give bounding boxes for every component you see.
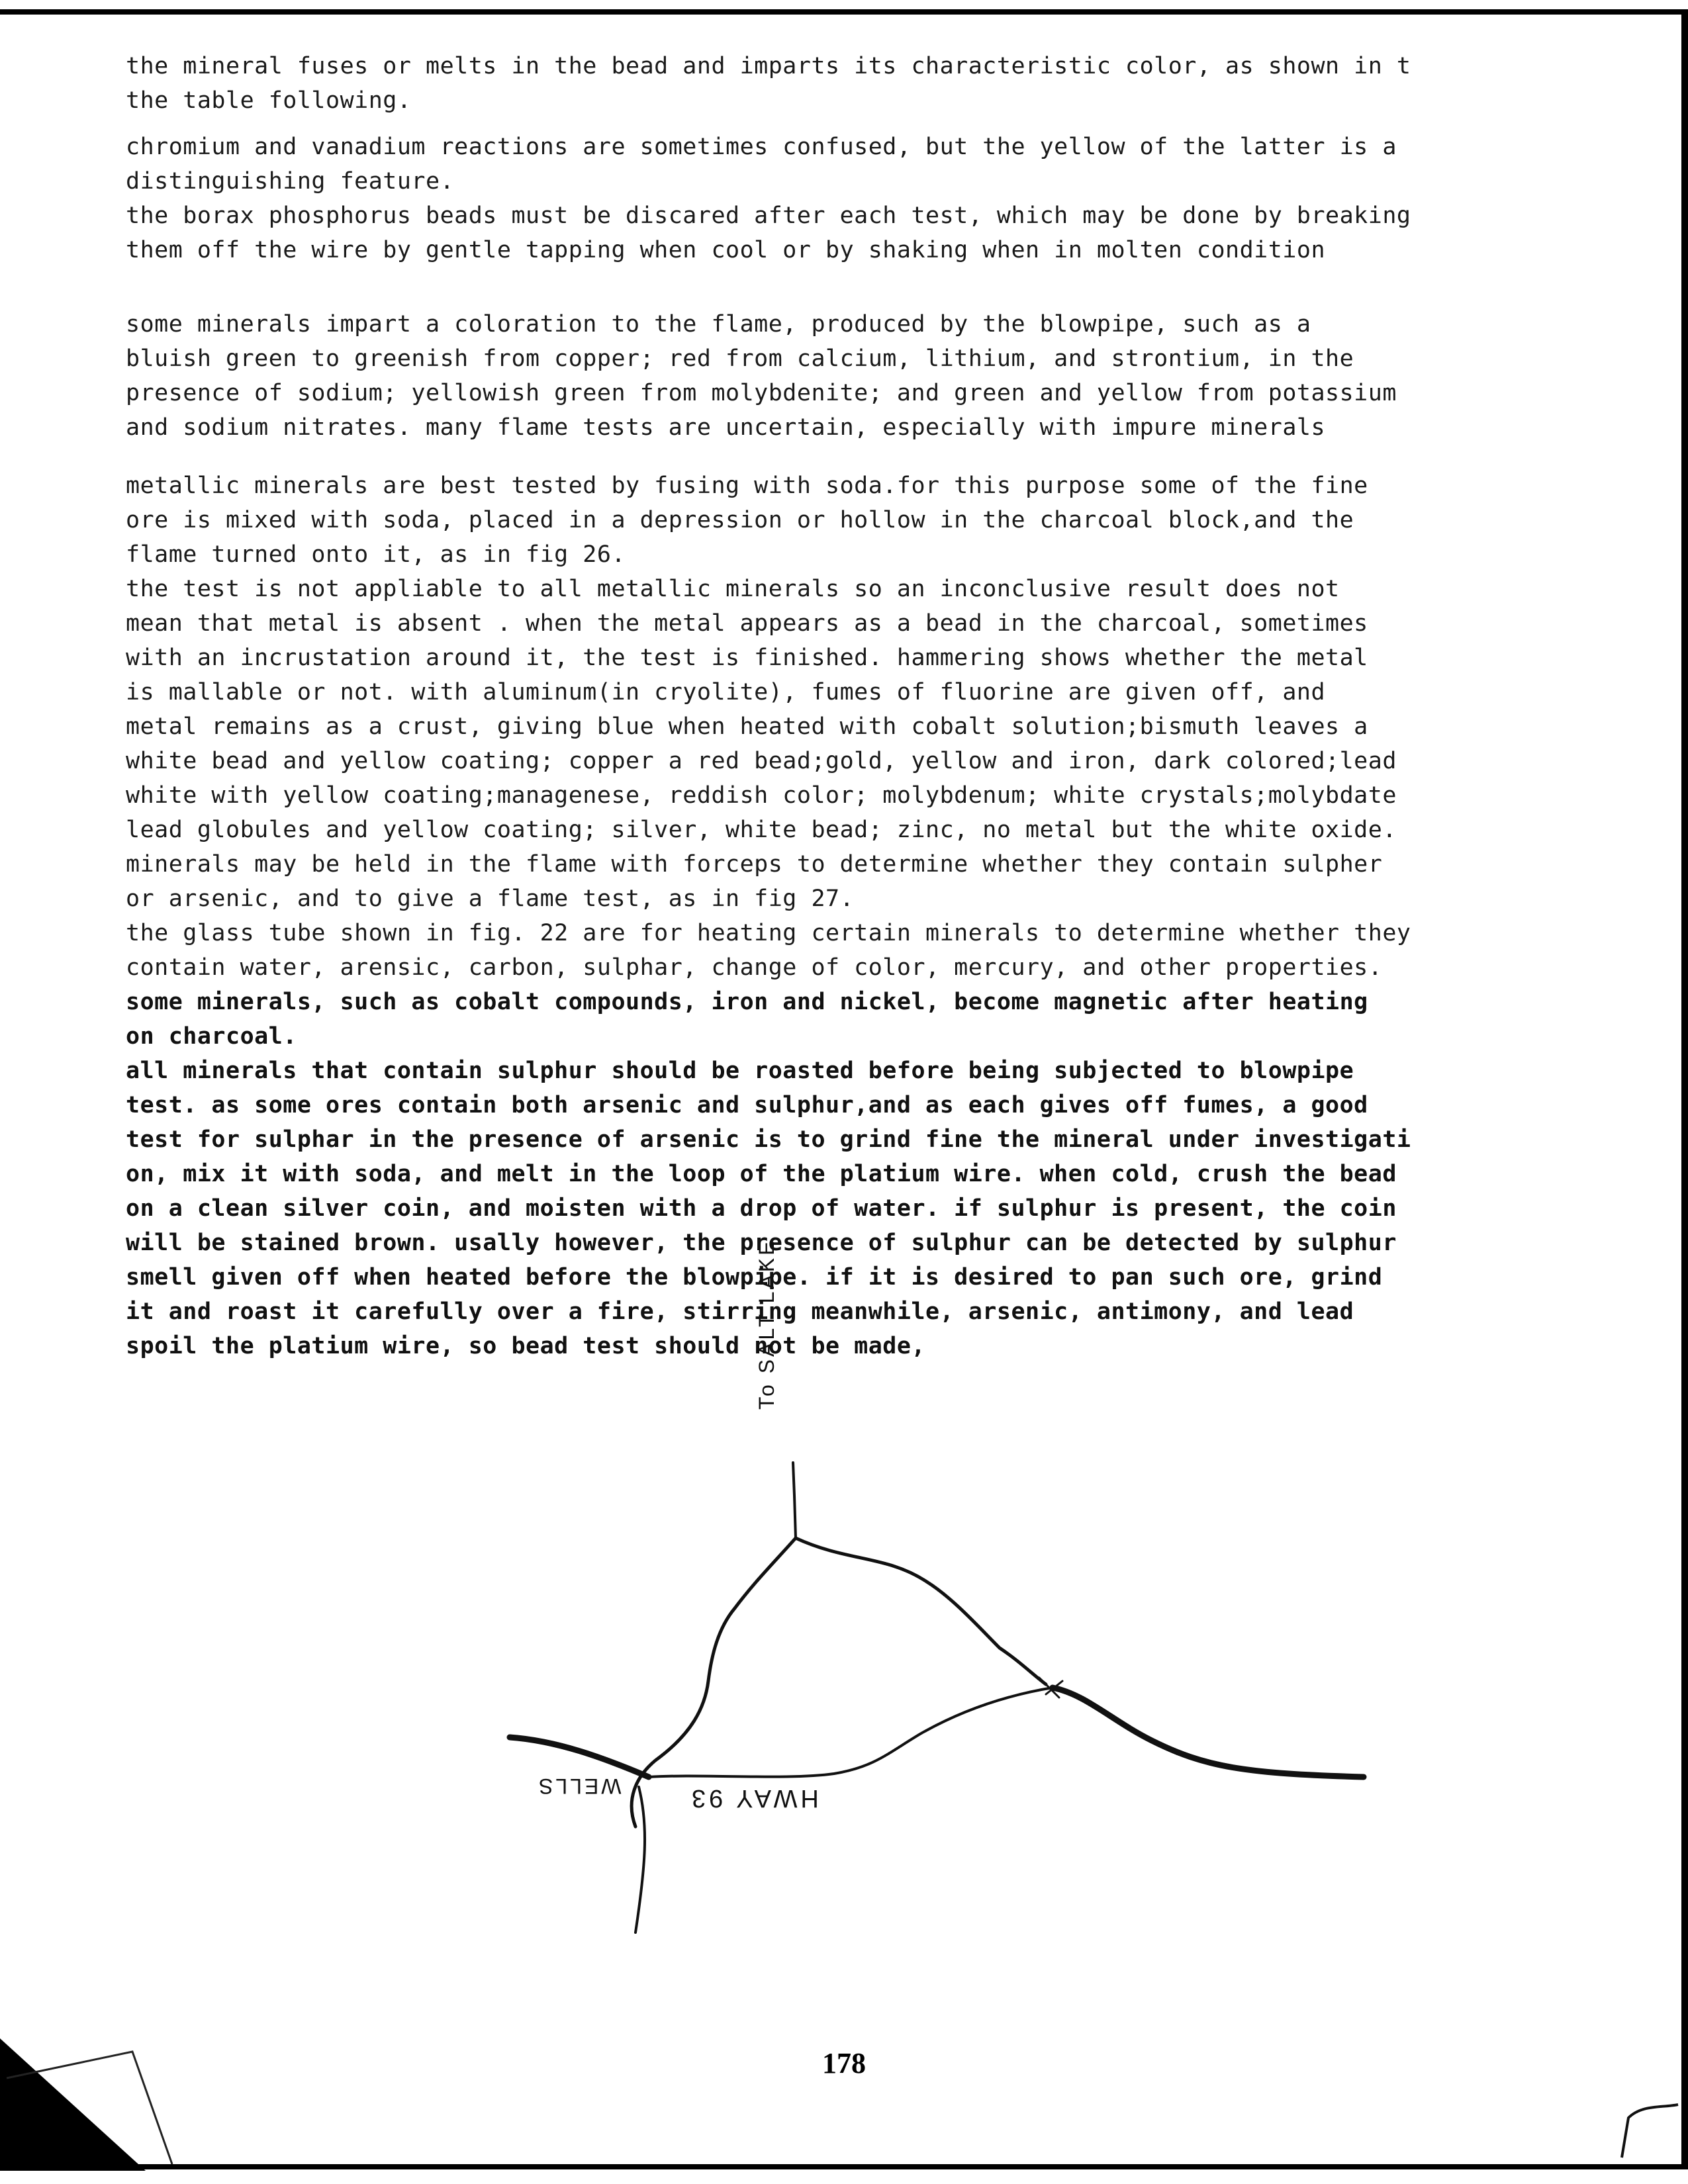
text-line: is mallable or not. with aluminum(in cryolite), fumes of fluorine are given off, and	[126, 679, 1326, 705]
paragraph-bead-color	[126, 49, 1622, 118]
text-line: bluish green to greenish from copper; red from calcium, lithium, and strontium, in the	[126, 345, 1354, 372]
text-line: metallic minerals are best tested by fusing with soda.for this purpose some of the fine	[126, 473, 1368, 499]
text-line: ore is mixed with soda, placed in a depression or hollow in the charcoal block,and the	[126, 507, 1354, 533]
text-line: the test is not appliable to all metallic minerals so an inconclusive result does not	[126, 576, 1340, 602]
text-line: some minerals, such as cobalt compounds, iron and nickel, become magnetic after heating	[126, 989, 1368, 1015]
text-line: flame turned onto it, as in fig 26.	[126, 541, 626, 568]
text-line: on charcoal.	[126, 1023, 297, 1050]
text-line: chromium and vanadium reactions are sometimes confused, but the yellow of the latter is a	[126, 134, 1397, 160]
text-line: it and roast it carefully over a fire, stirring meanwhile, arsenic, antimony, and lead	[126, 1298, 1354, 1325]
text-line: spoil the platium wire, so bead test should not be made,	[126, 1333, 926, 1359]
page-right-border	[1681, 9, 1688, 2169]
text-line: white with yellow coating;managenese, reddish color; molybdenum; white crystals;molybdate	[126, 782, 1397, 809]
corner-mark-bottom-right	[1615, 2091, 1681, 2164]
text-line: on, mix it with soda, and melt in the loop of the platium wire. when cold, crush the bead	[126, 1161, 1397, 1187]
text-line: test for sulphar in the presence of arsenic is to grind fine the mineral under investigati	[126, 1126, 1411, 1153]
text-line: distinguishing feature.	[126, 168, 455, 195]
map-drawing	[490, 1363, 1417, 1959]
text-line: the mineral fuses or melts in the bead and imparts its characteristic color, as shown in t	[126, 53, 1411, 79]
map-road-south	[635, 1787, 645, 1933]
text-line: white bead and yellow coating; copper a red bead;gold, yellow and iron, dark colored;lead	[126, 748, 1397, 774]
text-line: them off the wire by gentle tapping when cool or by shaking when in molten condition	[126, 237, 1326, 263]
text-line: contain water, arensic, carbon, sulphar, change of color, mercury, and other properties.	[126, 954, 1383, 981]
text-line: metal remains as a crust, giving blue when heated with cobalt solution;bismuth leaves a	[126, 713, 1368, 740]
map-label-west: WELLS	[536, 1774, 622, 1798]
text-line: on a clean silver coin, and moisten with a drop of water. if sulphur is present, the coin	[126, 1195, 1397, 1222]
map-highway-east	[1053, 1688, 1364, 1777]
map-road-top-right	[796, 1538, 1046, 1684]
text-line: test. as some ores contain both arsenic and sulphur,and as each gives off fumes, a good	[126, 1092, 1368, 1118]
map-highway-west	[510, 1737, 649, 1777]
paragraph-metallic-minerals	[126, 469, 1622, 985]
map-road-north	[793, 1463, 796, 1538]
map-road-diagonal	[649, 1688, 1053, 1777]
map-label-road: HWAY 93	[688, 1784, 819, 1812]
text-line: minerals may be held in the flame with forceps to determine whether they contain sulpher	[126, 851, 1383, 878]
paragraph-flame-coloration	[126, 307, 1622, 445]
paragraph-sulphur-roasting	[126, 985, 1622, 1363]
text-line: and sodium nitrates. many flame tests are uncertain, especially with impure minerals	[126, 414, 1326, 441]
text-line: smell given off when heated before the blowpipe. if it is desired to pan such ore, grind	[126, 1264, 1383, 1291]
text-line: the table following.	[126, 87, 412, 114]
text-line: all minerals that contain sulphur should be roasted before being subjected to blowpipe	[126, 1058, 1354, 1084]
text-line: lead globules and yellow coating; silver, white bead; zinc, no metal but the white oxide.	[126, 817, 1397, 843]
paragraph-chromium-borax	[126, 130, 1622, 267]
page-bottom-border	[0, 2164, 1688, 2169]
text-line: or arsenic, and to give a flame test, as in fig 27.	[126, 886, 855, 912]
text-line: with an incrustation around it, the test is finished. hammering shows whether the metal	[126, 645, 1368, 671]
corner-mark-bottom-left	[0, 2038, 212, 2184]
text-line: mean that metal is absent . when the metal appears as a bead in the charcoal, sometimes	[126, 610, 1368, 637]
text-line: will be stained brown. usally however, the presence of sulphur can be detected by sulphur	[126, 1230, 1397, 1256]
text-line: some minerals impart a coloration to the flame, produced by the blowpipe, such as a	[126, 311, 1311, 338]
page-number: 178	[822, 2047, 866, 2079]
map-label-north: To SALT LAKE	[755, 1238, 778, 1410]
text-line: presence of sodium; yellowish green from molybdenite; and green and yellow from potassium	[126, 380, 1397, 406]
text-line: the glass tube shown in fig. 22 are for heating certain minerals to determine whether they	[126, 920, 1411, 946]
text-line: the borax phosphorus beads must be discared after each test, which may be done by breaking	[126, 203, 1411, 229]
page-top-border	[0, 9, 1688, 15]
